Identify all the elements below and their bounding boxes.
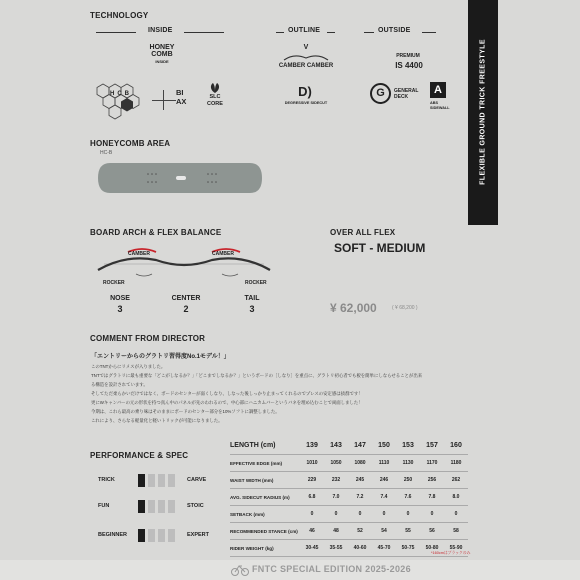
spec-cell: 1080 — [348, 455, 372, 472]
spec-cell: 6.8 — [300, 489, 324, 506]
outside-label: OUTSIDE — [378, 27, 411, 34]
perf-row-beginner — [98, 527, 218, 543]
spec-row — [230, 489, 468, 506]
spec-cell: 0 — [300, 506, 324, 523]
honeycomb-inside-logo — [140, 44, 184, 65]
perf-row-trick — [98, 472, 218, 488]
spec-cell: 7.2 — [348, 489, 372, 506]
is4400-text: IS 4400 — [395, 61, 423, 70]
perf-right-label: EXPERT — [187, 532, 210, 538]
perf-left-label: BEGINNER — [98, 532, 128, 538]
spec-row-label: AVG. SIDECUT RADIUS (m) — [230, 489, 300, 506]
inside-divider-left — [96, 32, 136, 33]
perf-bar — [138, 529, 145, 542]
comment-line: そしてただ柔らかいだけではなく、ボードのセンターが弱くしなり、しなった後しっかり止まってくれるのでプレスの安定感は抜群です！ — [91, 391, 363, 396]
inside-divider-right — [184, 32, 224, 33]
sidebar-text: FLEXIBLE GROUND TRICK FREESTYLE — [479, 39, 487, 185]
spec-cell: 0 — [348, 506, 372, 523]
spec-cell: 30-45 — [300, 540, 324, 557]
overall-flex-value: SOFT - MEDIUM — [334, 241, 426, 255]
center-block — [168, 294, 204, 314]
rocker-label-left: ROCKER — [103, 280, 125, 286]
honeycomb-area-title: HONEYCOMB AREA — [90, 139, 171, 148]
camber-camber-text: CAMBER CAMBER — [278, 63, 334, 69]
perf-bar — [158, 529, 165, 542]
leaf-icon — [208, 82, 222, 94]
outside-divider-left — [364, 32, 374, 33]
price-main: ¥ 62,000 — [330, 301, 377, 315]
spec-cell: 7.8 — [420, 489, 444, 506]
honeycomb-logo-line2: COMB — [151, 51, 173, 58]
bicycle-logo-icon — [231, 563, 249, 577]
abs-sidewall-text: ABS SIDEWALL — [430, 101, 450, 110]
spec-cell: 55 — [396, 523, 420, 540]
spec-cell: 40-60 — [348, 540, 372, 557]
perf-row-fun — [98, 498, 218, 514]
length-153: 153 — [396, 436, 420, 455]
perf-left-label: TRICK — [98, 477, 115, 483]
spec-cell: 7.0 — [324, 489, 348, 506]
spec-cell: 35-55 — [324, 540, 348, 557]
spec-cell: 1050 — [324, 455, 348, 472]
plus-horizontal — [152, 100, 176, 101]
perf-right-label: STOIC — [187, 503, 204, 509]
comment-line: このTNTからにリメスが入りました。 — [91, 364, 166, 369]
comment-line: 今期は、これら最高の乗り味はそのままにボードのセンター部分を10%ソフトに調整しました。 — [91, 409, 280, 414]
honeycomb-logo-line3: INSIDE — [155, 59, 169, 64]
length-139: 139 — [300, 436, 324, 455]
center-value: 2 — [183, 304, 189, 314]
perf-bar — [168, 529, 175, 542]
length-150: 150 — [372, 436, 396, 455]
spec-cell: 48 — [324, 523, 348, 540]
spec-cell: 0 — [420, 506, 444, 523]
comment-line: 更にWキャンバーの元の形状を持つ真ん中のパネルが先のわれるので、中心部にハニカムバーというバネを埋め込むことで両面しました！ — [91, 400, 363, 405]
spec-cell: 54 — [372, 523, 396, 540]
perf-bar — [158, 500, 165, 513]
comment-title: COMMENT FROM DIRECTOR — [90, 334, 206, 343]
spec-row-label: SETBACK (mm) — [230, 506, 300, 523]
spec-cell: 8.0 — [444, 489, 468, 506]
inside-label: INSIDE — [148, 27, 173, 34]
spec-cell: 0 — [372, 506, 396, 523]
hcb-hexagon-icon — [95, 82, 145, 120]
degressive-icon: D) — [298, 84, 312, 99]
perf-bar — [148, 474, 155, 487]
camber-label-right: CAMBER — [212, 251, 234, 257]
length-160: 160 — [444, 436, 468, 455]
footer-text: FNTC SPECIAL EDITION 2025-2026 — [252, 564, 411, 574]
spec-row-label: EFFECTIVE EDGE (mm) — [230, 455, 300, 472]
spec-cell: 250 — [396, 472, 420, 489]
spec-cell: 46 — [300, 523, 324, 540]
spec-row — [230, 506, 468, 523]
spec-cell: 7.4 — [372, 489, 396, 506]
plus-vertical — [163, 90, 164, 110]
camber-profile-icon — [282, 52, 330, 62]
price-tax: ( ¥ 68,200 ) — [392, 305, 418, 311]
nose-block — [106, 294, 134, 314]
perf-bar — [158, 474, 165, 487]
perf-bar — [148, 500, 155, 513]
perf-right-label: CARVE — [187, 477, 207, 483]
spec-cell: 262 — [444, 472, 468, 489]
degressive-sidecut-text: DEGRESSIVE SIDECUT — [284, 101, 328, 105]
tail-block — [238, 294, 266, 314]
spec-cell: 0 — [396, 506, 420, 523]
spec-cell: 246 — [372, 472, 396, 489]
spec-row — [230, 472, 468, 489]
spec-cell: 1170 — [420, 455, 444, 472]
spec-table — [230, 436, 471, 557]
spec-header-label: LENGTH (cm) — [230, 436, 300, 455]
tail-value: 3 — [249, 304, 255, 314]
perf-bar — [148, 529, 155, 542]
spec-cell: 0 — [444, 506, 468, 523]
spec-cell: 56 — [420, 523, 444, 540]
camber-v-text: V — [303, 44, 309, 51]
outside-divider-right — [422, 32, 436, 33]
spec-cell: 1110 — [372, 455, 396, 472]
nose-value: 3 — [117, 304, 123, 314]
abs-sidewall-icon: A — [430, 82, 446, 98]
outline-label: OUTLINE — [288, 27, 321, 34]
comment-line: これにより、さらなる軽量化と軽いトリックが可能になりました。 — [91, 418, 223, 423]
spec-header-row — [230, 436, 468, 455]
spec-cell: 45-70 — [372, 540, 396, 557]
spec-row-label: WAIST WIDTH (mm) — [230, 472, 300, 489]
spec-cell: 1180 — [444, 455, 468, 472]
spec-cell: 245 — [348, 472, 372, 489]
spec-cell: 256 — [420, 472, 444, 489]
spec-cell: 55-90 — [444, 540, 468, 557]
spec-cell: 1130 — [396, 455, 420, 472]
length-143: 143 — [324, 436, 348, 455]
nose-label: NOSE — [110, 295, 130, 302]
length-147: 147 — [348, 436, 372, 455]
spec-row-label: RIDER WEIGHT (kg) — [230, 540, 300, 557]
spec-row — [230, 455, 468, 472]
spec-cell: 0 — [324, 506, 348, 523]
honeycomb-logo-line1: HONEY — [149, 44, 175, 51]
spec-row — [230, 523, 468, 540]
length-157: 157 — [420, 436, 444, 455]
performance-title: PERFORMANCE & SPEC — [90, 451, 189, 460]
perf-bar — [138, 474, 145, 487]
spec-cell: 229 — [300, 472, 324, 489]
spec-cell: 50-75 — [396, 540, 420, 557]
comment-line: る構造を設計されています。 — [91, 382, 148, 387]
perf-bar — [168, 500, 175, 513]
spec-cell: 232 — [324, 472, 348, 489]
perf-bar — [168, 474, 175, 487]
spec-row-label: RECOMMENDED STANCE (cm) — [230, 523, 300, 540]
overall-flex-title: OVER ALL FLEX — [330, 228, 396, 237]
spec-cell: 50-80 — [420, 540, 444, 557]
hcb-text: HCB — [110, 91, 132, 97]
rocker-label-right: ROCKER — [245, 280, 267, 286]
board-topview-image — [96, 160, 264, 196]
biax-icon: BI AX — [176, 88, 187, 106]
spec-note: *160cmはブラックのみ — [431, 551, 471, 555]
spec-cell: 7.6 — [396, 489, 420, 506]
comment-headline: 「エントリーからのグラトリ習得度No.1モデル！」 — [91, 354, 230, 360]
honeycomb-area-subtitle: HC-B — [100, 150, 113, 156]
spec-cell: 1010 — [300, 455, 324, 472]
slc-core-text: SLC CORE — [207, 94, 223, 107]
general-deck-icon: G — [370, 83, 391, 104]
tail-label: TAIL — [244, 295, 260, 302]
general-deck-text: GENERAL DECK — [394, 88, 419, 100]
comment-line: TNTではグラトリに最も重要な「どこがしなるか？」「どこまでしなるか？」というボードの［しなり］を重点に、グラトリ初心者でも板を簡単にしならせることが出来 — [91, 373, 423, 378]
center-label: CENTER — [171, 295, 201, 302]
spec-cell: 58 — [444, 523, 468, 540]
perf-left-label: FUN — [98, 503, 110, 509]
perf-bar — [138, 500, 145, 513]
board-arch-title: BOARD ARCH & FLEX BALANCE — [90, 228, 222, 237]
premium-text: PREMIUM — [396, 53, 420, 59]
outline-divider-left — [276, 32, 284, 33]
comment-body — [91, 362, 469, 425]
technology-title: TECHNOLOGY — [90, 11, 149, 20]
camber-label-left: CAMBER — [128, 251, 150, 257]
spec-cell: 52 — [348, 523, 372, 540]
outline-divider-right — [327, 32, 335, 33]
